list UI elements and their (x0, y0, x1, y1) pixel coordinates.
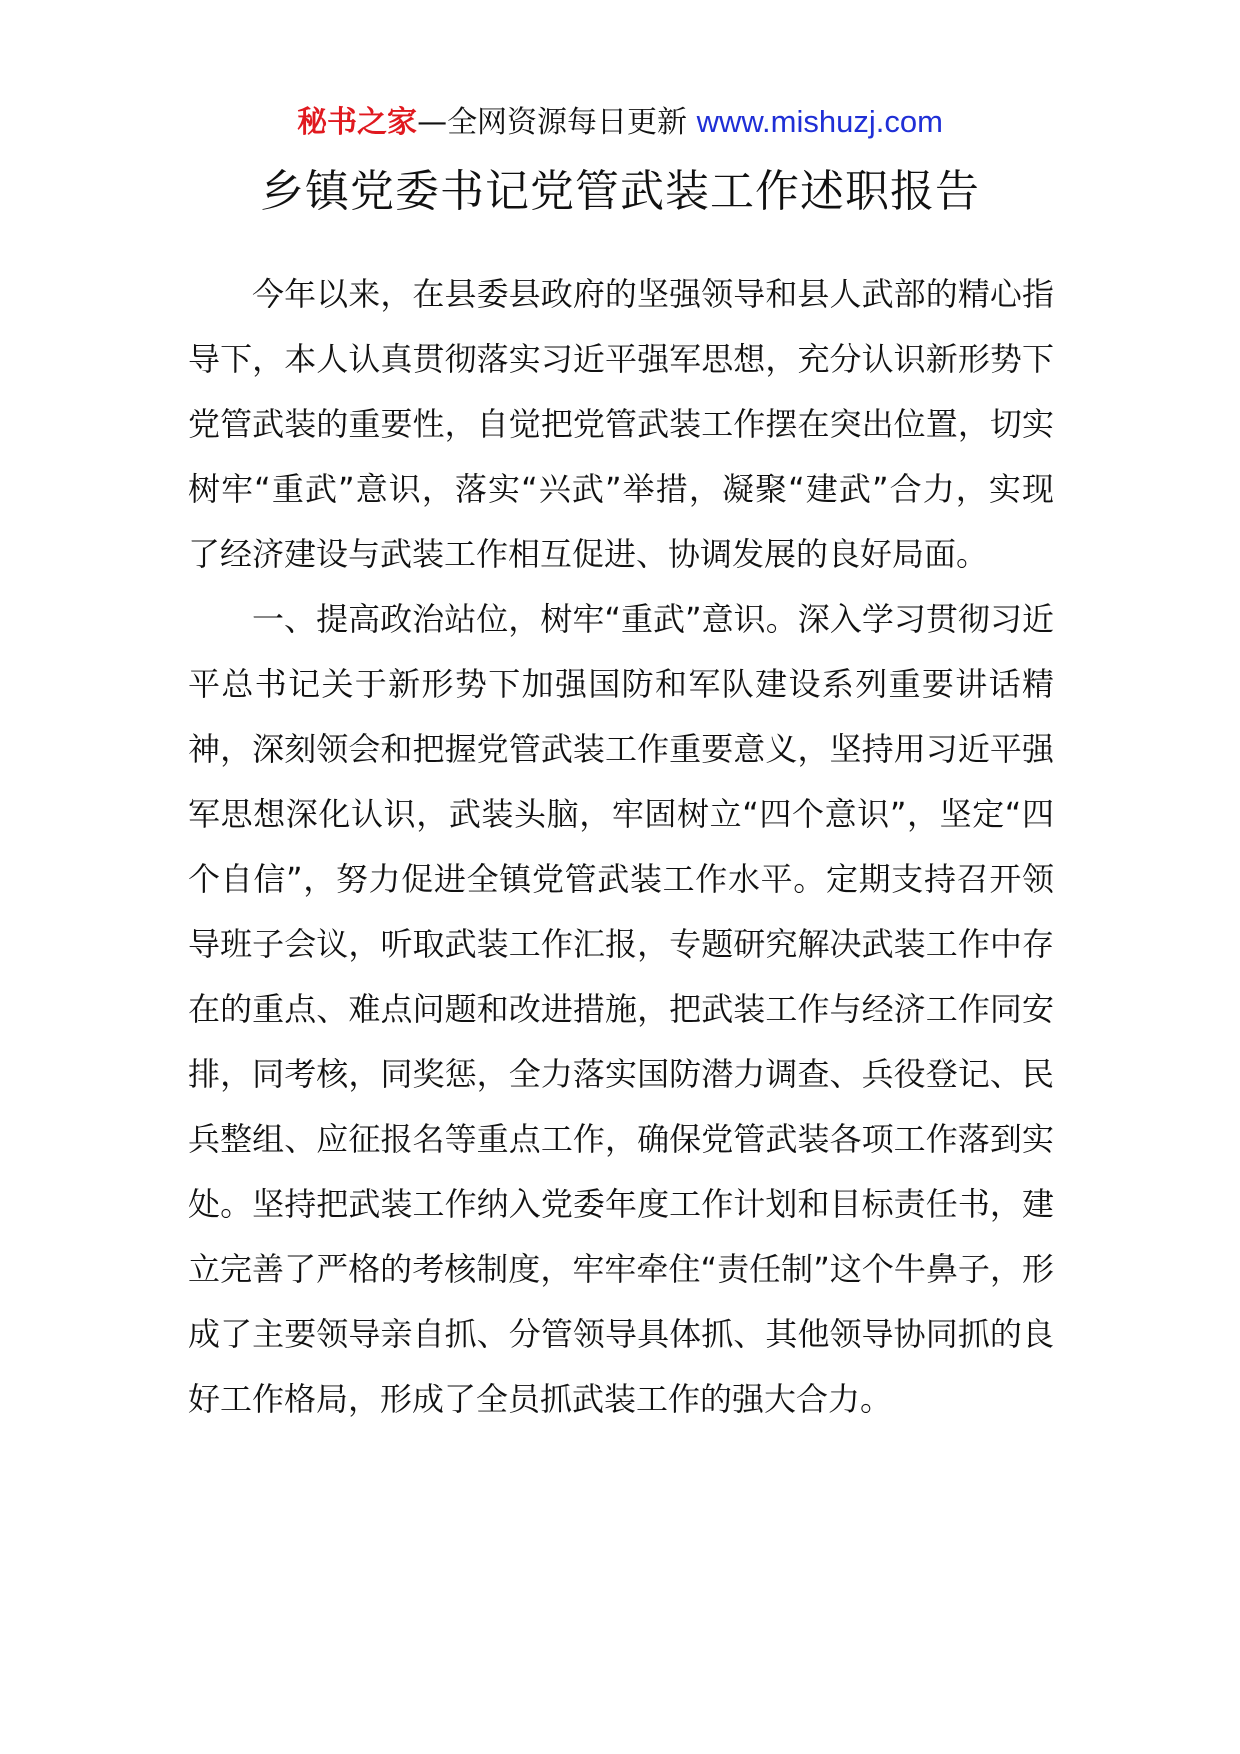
document-body (188, 262, 1054, 1432)
site-tagline: —全网资源每日更新 (417, 105, 688, 140)
brand-name: 秘书之家 (297, 105, 418, 140)
site-header (0, 100, 1240, 145)
paragraph-section-1: 一、提高政治站位，树牢“重武”意识。深入学习贯彻习近平总书记关于新形势下加强国防和军队建设系列重要讲话精神，深刻领会和把握党管武装工作重要意义，坚持用习近平强军思想深化认识，武装头脑，牢固树立“四个意识”，坚定“四个自信”，努力促进全镇党管武装工作水平。定期支持召开领导班子会议，听取武装工作汇报，专题研究解决武装工作中存在的重点、难点问题和改进措施，把武装工作与经济工作同安排，同考核，同奖惩，全力落实国防潜力调查、兵役登记、民兵整组、应征报名等重点工作，确保党管武装各项工作落到实处。坚持把武装工作纳入党委年度工作计划和目标责任书，建立完善了严格的考核制度，牢牢牵住“责任制”这个牛鼻子，形成了主要领导亲自抓、分管领导具体抓、其他领导协同抓的良好工作格局，形成了全员抓武装工作的强大合力。 (188, 600, 1054, 1418)
document-title: 乡镇党委书记党管武装工作述职报告 (260, 166, 980, 217)
paragraph-intro: 今年以来，在县委县政府的坚强领导和县人武部的精心指导下，本人认真贯彻落实习近平强军思想，充分认识新形势下党管武装的重要性，自觉把党管武装工作摆在突出位置，切实树牢“重武”意识，落实“兴武”举措，凝聚“建武”合力，实现了经济建设与武装工作相互促进、协调发展的良好局面。 (188, 275, 1054, 573)
site-url-link[interactable]: www.mishuzj.com (696, 104, 943, 139)
